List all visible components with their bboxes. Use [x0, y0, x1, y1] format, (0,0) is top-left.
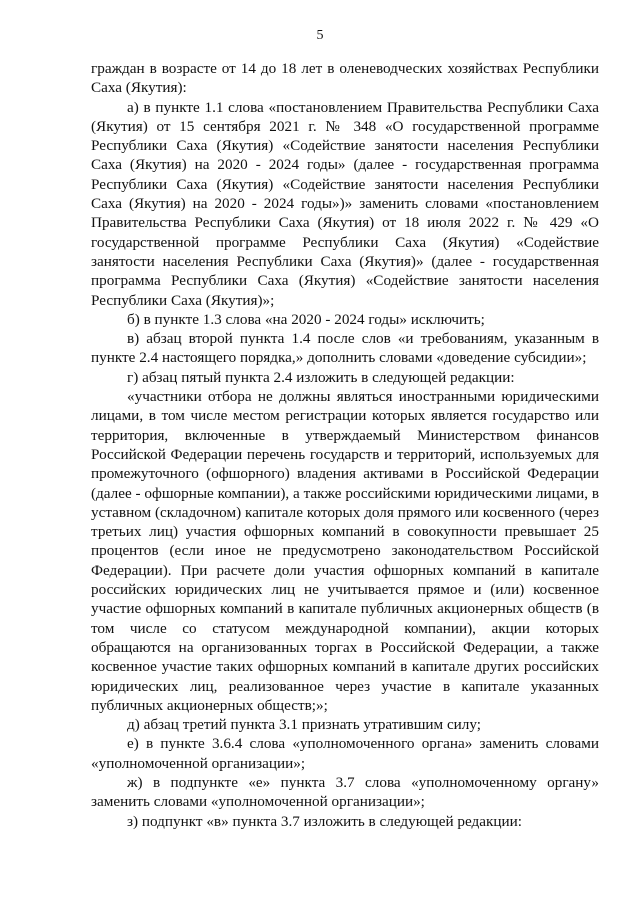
paragraph-item-z: з) подпункт «в» пункта 3.7 изложить в следующей редакции: — [127, 812, 522, 830]
paragraph-item-a: а) в пункте 1.1 слова «постановлением Правительства Республики Саха (Якутия) от 15 сентября 2021 г. № 348 «О государственной программе Республики Саха (Якутия) «Содействие занятости населения Республики Саха (Якутия) на 2020 - 2024 годы» (далее - государственная программа Республики Саха (Якутия) «Содействие занятости населения Республики Саха (Якутия) на 2020 - 2024 годы»)» заменить словами «постановлением Правительства Республики Саха (Якутия) от 18 июля 2022 г. № 429 «О государственной программе Республики Саха (Якутия) «Содействие занятости населения Республики Саха (Якутия)» (далее - государственная программа Республики Саха (Якутия) «Содействие занятости населения Республики Саха (Якутия)»; — [91, 98, 599, 309]
paragraph-item-b: б) в пункте 1.3 слова «на 2020 - 2024 годы» исключить; — [127, 310, 485, 328]
paragraph-continuation: граждан в возрасте от 14 до 18 лет в оленеводческих хозяйствах Республики Саха (Якутия): — [91, 60, 599, 97]
paragraph-item-zh: ж) в подпункте «е» пункта 3.7 слова «уполномоченному органу» заменить словами «уполномоченной организации»; — [91, 773, 599, 811]
paragraph-item-e: е) в пункте 3.6.4 слова «уполномоченного органа» заменить словами «уполномоченной организации»; — [91, 735, 599, 772]
paragraph-item-d: д) абзац третий пункта 3.1 признать утратившим силу; — [127, 716, 481, 734]
document-body — [91, 59, 599, 831]
paragraph-item-g: г) абзац пятый пункта 2.4 изложить в следующей редакции: — [127, 368, 515, 386]
paragraph-item-v: в) абзац второй пункта 1.4 после слов «и требованиям, указанным в пункте 2.4 настоящего порядка,» дополнить словами «доведение субсидии»; — [91, 330, 599, 367]
page-number: 5 — [316, 28, 324, 43]
paragraph-quoted-text: «участники отбора не должны являться иностранными юридическими лицами, в том числе местом регистрации которых является государство или территория, включенные в утверждаемый Министерством финансов Российской Федерации перечень государств и территорий, используемых для промежуточного (офшорного) владения активами в Российской Федерации (далее - офшорные компании), а также российскими юридическими лицами, в уставном (складочном) капитале которых доля прямого или косвенного (через третьих лиц) участия офшорных компаний в совокупности превышает 25 процентов (если иное не предусмотрено законодательством Российской Федерации). При расчете доли участия офшорных компаний в капитале российских юридических лиц не учитывается прямое и (или) косвенное участие офшорных компаний в капитале публичных акционерных обществ (в том числе со статусом международной компании), акции которых обращаются на организованных торгах в Российской Федерации, а также косвенное участие таких офшорных компаний в капитале других российских юридических лиц, реализованное через участие в капитале указанных публичных акционерных обществ;»; — [91, 388, 599, 714]
